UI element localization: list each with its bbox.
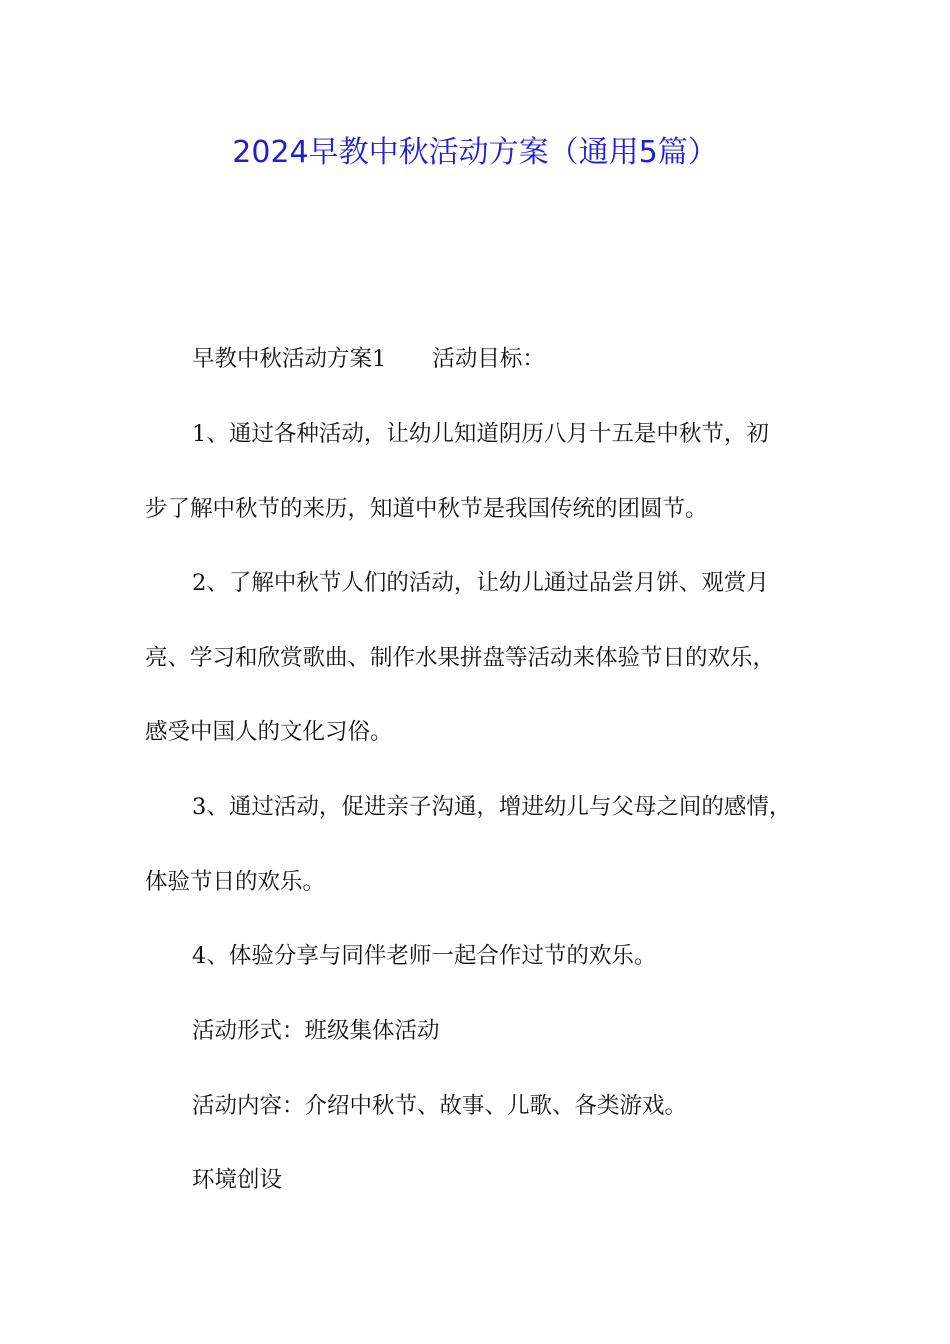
paragraph-line: 体验节日的欢乐。 <box>145 869 326 895</box>
paragraph-line: 步了解中秋节的来历，知道中秋节是我国传统的团圆节。 <box>145 496 708 522</box>
paragraph-line: 感受中国人的文化习俗。 <box>145 719 393 745</box>
document-title: 2024早教中秋活动方案（通用5篇） <box>232 135 718 170</box>
paragraph-line: 环境创设 <box>192 1167 283 1193</box>
paragraph-line: 亮、学习和欣赏歌曲、制作水果拼盘等活动来体验节日的欢乐， <box>145 645 776 671</box>
paragraph-line: 1、通过各种活动，让幼儿知道阴历八月十五是中秋节，初 <box>192 421 769 447</box>
paragraph-line: 4、体验分享与同伴老师一起合作过节的欢乐。 <box>192 943 657 969</box>
paragraph-line: 活动内容：介绍中秋节、故事、儿歌、各类游戏。 <box>192 1093 688 1119</box>
section-heading-line <box>192 341 835 377</box>
plan-heading: 早教中秋活动方案1 <box>192 346 387 372</box>
paragraph-line: 活动形式：班级集体活动 <box>192 1018 440 1044</box>
paragraph-line: 2、了解中秋节人们的活动，让幼儿通过品尝月饼、观赏月 <box>192 570 769 596</box>
goal-heading: 活动目标： <box>432 346 545 372</box>
paragraph-line: 3、通过活动，促进亲子沟通，增进幼儿与父母之间的感情， <box>192 794 792 820</box>
